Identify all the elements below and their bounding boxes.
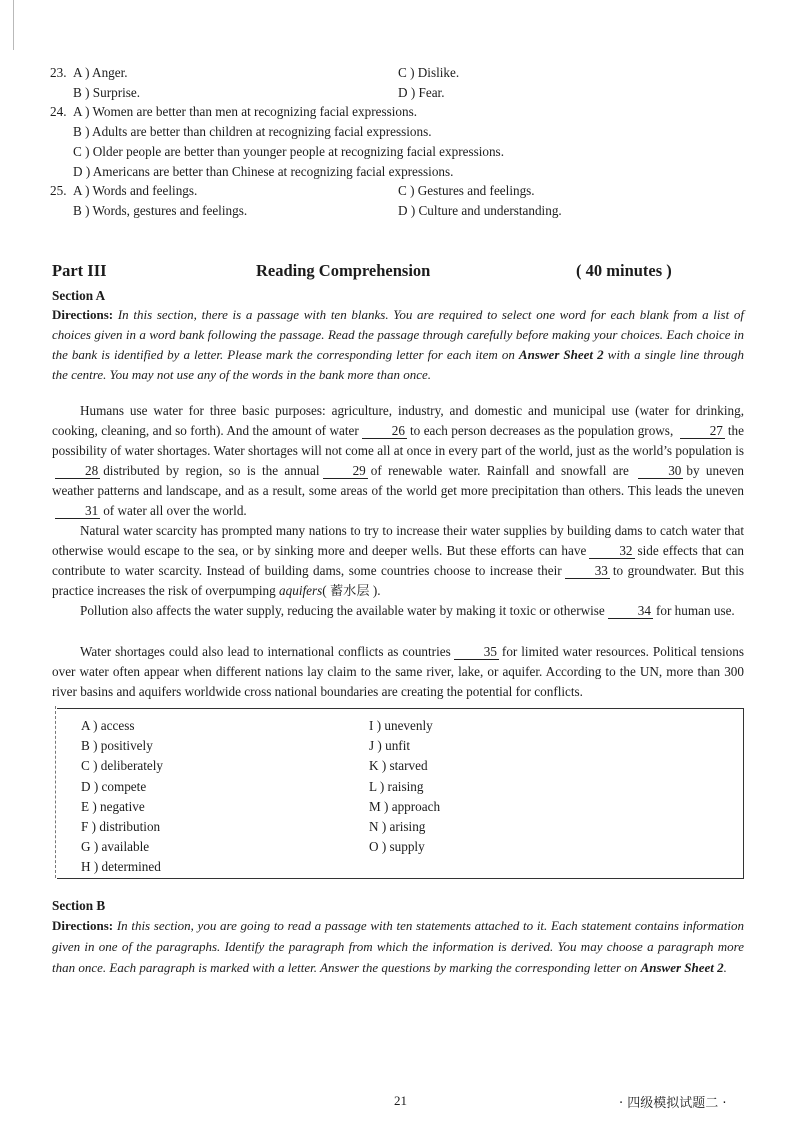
blank-29: 29 xyxy=(323,463,368,479)
blank-26: 26 xyxy=(362,423,407,439)
q24-option-b: B ) Adults are better than children at recognizing facial expressions. xyxy=(73,124,432,139)
q23-option-d: D ) Fear. xyxy=(398,85,445,100)
answer-sheet-ref: Answer Sheet 2 xyxy=(518,347,604,362)
part-time-limit: ( 40 minutes ) xyxy=(576,261,672,280)
q23-option-b: B ) Surprise. xyxy=(73,85,141,100)
running-title: · 四级模拟试题二 · xyxy=(619,1096,727,1111)
blank-28: 28 xyxy=(55,463,100,479)
passage-paragraph-4: Water shortages could also lead to international conflicts as countries 35 for limited water resources. Political tensions over water often appear when different nations lay claim to the same river, lake, or aquifer. According to the UN, more than 300 river basins and aquifers worldwide cross national boundaries are creating the potential for conflicts. xyxy=(52,644,745,699)
word-bank-item: I ) unevenly xyxy=(369,718,433,733)
blank-31: 31 xyxy=(55,503,100,519)
word-bank-left-column xyxy=(81,716,163,878)
word-bank-item: E ) negative xyxy=(81,798,145,814)
blank-35: 35 xyxy=(454,644,499,660)
section-b-directions xyxy=(52,915,744,978)
question-number-23: 23. xyxy=(50,65,67,80)
word-bank-item: F ) distribution xyxy=(81,819,161,835)
question-number-24: 24. xyxy=(50,104,67,119)
scan-edge-mark xyxy=(13,0,14,50)
blank-27: 27 xyxy=(680,423,725,439)
directions-text: In this section, you are going to read a passage with ten statements attached to it. Each statement contains information given in one of the paragraphs. Identify the paragraph from which the information is derived. You may choose a paragraph more than once. Each paragraph is marked with a letter. Answer the questions by marking the corresponding letter on xyxy=(52,918,744,975)
passage-paragraph-1: Humans use water for three basic purposes: agriculture, industry, and domestic and municipal use (water for drinking, cooking, cleaning, and so forth). And the amount of water 26 to each person decreases as the population grows, 27 the possibility of water shortages. Water shortages will not come all at once in every part of the world, just as the world’s population is28 distributed by region, so is the annual 29 of renewable water. Rainfall and snowfall are 30 by uneven weather patterns and landscape, and as a result, some areas of the world get more precipitation than others. This leads the uneven31 of water all over the world. xyxy=(52,403,745,518)
word-bank-item: D ) compete xyxy=(81,778,147,794)
page-number: 21 xyxy=(394,1093,407,1108)
word-bank-item: N ) arising xyxy=(369,819,426,835)
directions-label: Directions: xyxy=(52,307,114,322)
word-bank-right-column xyxy=(369,716,440,857)
section-a-directions xyxy=(52,305,744,385)
q25-option-c: C ) Gestures and feelings. xyxy=(398,183,535,198)
part-title: Reading Comprehension xyxy=(256,261,431,280)
word-bank-item: L ) raising xyxy=(369,778,424,794)
word-bank-item: G ) available xyxy=(81,839,150,855)
q24-option-c: C ) Older people are better than younger people at recognizing facial expressions. xyxy=(73,144,504,159)
passage-paragraph-3: Pollution also affects the water supply, reducing the available water by making it toxic or otherwise 34 for human use. xyxy=(80,603,735,618)
q24-option-a: A ) Women are better than men at recognizing facial expressions. xyxy=(73,104,418,119)
blank-33: 33 xyxy=(565,563,610,579)
passage-paragraph-2: Natural water scarcity has prompted many nations to try to increase their water supplies by building dams to catch water that otherwise would escape to the sea, or by sinking more and deeper wells. But these efforts can have 32 side effects that can contribute to water scarcity. Instead of building dams, some countries choose to increase their 33 to groundwater. But this practice increases the risk of overpumping aquifers( 蓄水层 ). xyxy=(52,523,744,598)
section-a-title: Section A xyxy=(52,288,106,303)
word-bank-item: O ) supply xyxy=(369,839,425,855)
answer-sheet-ref: Answer Sheet 2 xyxy=(640,960,724,975)
aquifers-term: aquifers xyxy=(279,583,323,598)
word-bank-item: K ) starved xyxy=(369,758,428,774)
q25-option-a: A ) Words and feelings. xyxy=(73,183,198,198)
directions-text-end: . xyxy=(723,960,727,975)
q25-option-b: B ) Words, gestures and feelings. xyxy=(73,203,248,218)
word-bank-item: C ) deliberately xyxy=(81,758,164,774)
word-bank-item: B ) positively xyxy=(81,738,153,754)
blank-30: 30 xyxy=(638,463,683,479)
question-number-25: 25. xyxy=(50,183,67,198)
word-bank-item: H ) determined xyxy=(81,859,161,875)
word-bank-box xyxy=(57,708,744,879)
q24-option-d: D ) Americans are better than Chinese at recognizing facial expressions. xyxy=(73,164,454,179)
blank-32: 32 xyxy=(589,543,634,559)
q23-option-c: C ) Dislike. xyxy=(398,65,460,80)
part-label: Part III xyxy=(52,261,107,280)
directions-label: Directions: xyxy=(52,918,114,933)
word-bank-item: J ) unfit xyxy=(369,738,411,754)
q25-option-d: D ) Culture and understanding. xyxy=(398,203,562,218)
word-bank-item: A ) access xyxy=(81,718,135,733)
word-bank-item: M ) approach xyxy=(369,798,441,814)
aquifers-chinese-gloss: ( 蓄水层 ). xyxy=(322,583,381,598)
blank-34: 34 xyxy=(608,603,653,619)
q23-option-a: A ) Anger. xyxy=(73,65,128,80)
directions-text-end: with a single line through the centre. You may not use any of the words in the bank more than once. xyxy=(52,347,745,382)
directions-text: In this section, there is a passage with ten blanks. You are required to select one word for each blank from a list of choices given in a word bank following the passage. Read the passage through carefully before making your choices. Each choice in the bank is identified by a letter. Please mark the corresponding letter for each item on xyxy=(52,307,744,362)
section-b-title: Section B xyxy=(52,898,106,913)
